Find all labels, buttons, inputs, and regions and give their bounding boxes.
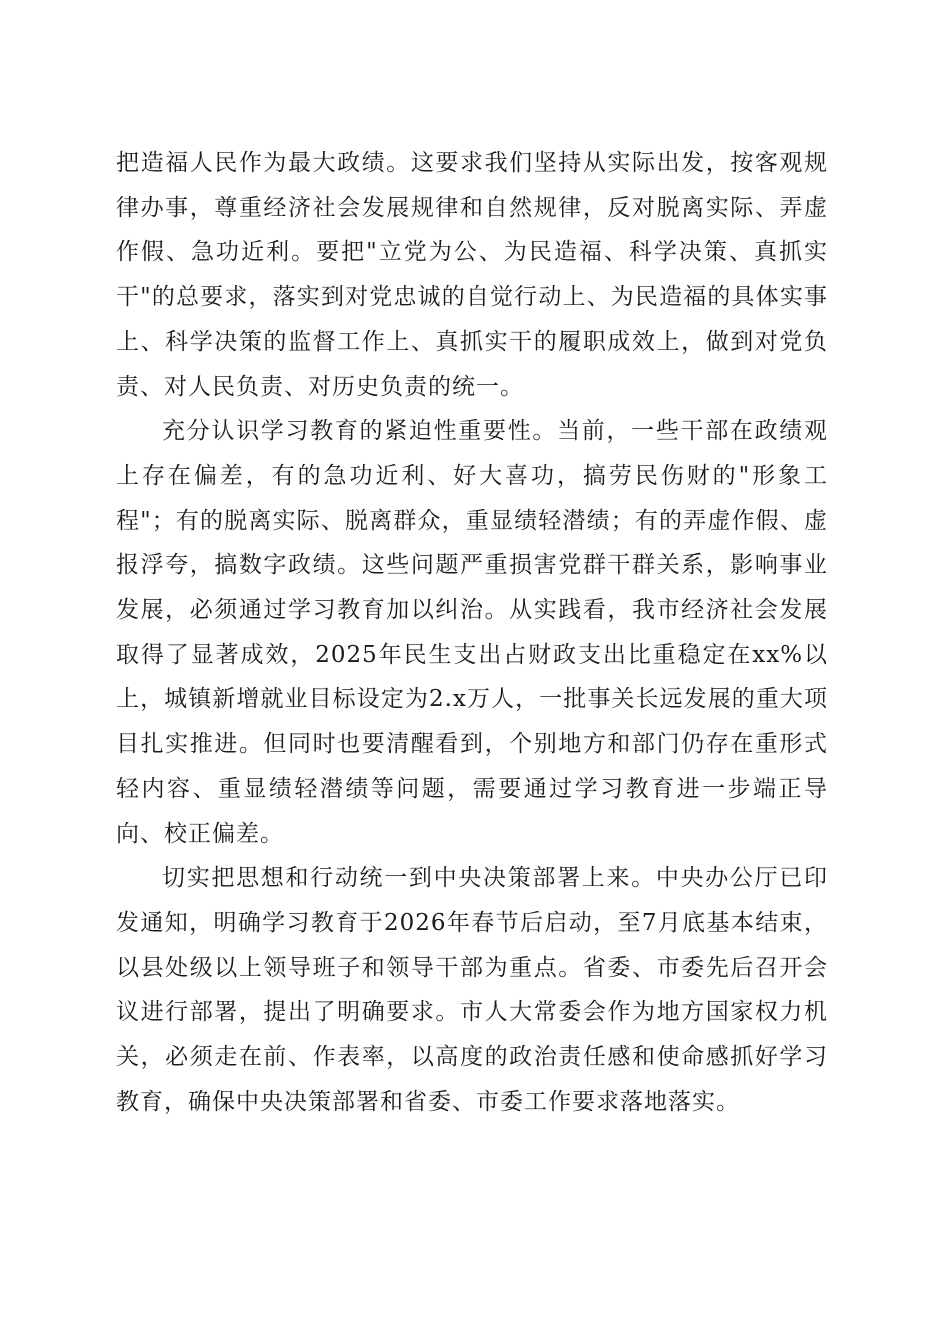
paragraph-deployment: 切实把思想和行动统一到中央决策部署上来。中央办公厅已印发通知，明确学习教育于2026年春节后启动，至7月底基本结束，以县处级以上领导班子和领导干部为重点。省委、市委先后召开会议进行部署，提出了明确要求。市人大常委会作为地方国家权力机关，必须走在前、作表率，以高度的政治责任感和使命感抓好学习教育，确保中央决策部署和省委、市委工作要求落地落实。 [116, 865, 828, 1115]
paragraph-continued: 把造福人民作为最大政绩。这要求我们坚持从实际出发，按客观规律办事，尊重经济社会发展规律和自然规律，反对脱离实际、弄虚作假、急功近利。要把"立党为公、为民造福、科学决策、真抓实干"的总要求，落实到对党忠诚的自觉行动上、为民造福的具体实事上、科学决策的监督工作上、真抓实干的履职成效上，做到对党负责、对人民负责、对历史负责的统一。 [116, 150, 828, 400]
paragraph-urgency: 充分认识学习教育的紧迫性重要性。当前，一些干部在政绩观上存在偏差，有的急功近利、好大喜功，搞劳民伤财的"形象工程"；有的脱离实际、脱离群众，重显绩轻潜绩；有的弄虚作假、虚报浮夸，搞数字政绩。这些问题严重损害党群干群关系，影响事业发展，必须通过学习教育加以纠治。从实践看，我市经济社会发展取得了显著成效，2025年民生支出占财政支出比重稳定在xx%以上，城镇新增就业目标设定为2.x万人，一批事关长远发展的重大项目扎实推进。但同时也要清醒看到，个别地方和部门仍存在重形式轻内容、重显绩轻潜绩等问题，需要通过学习教育进一步端正导向、校正偏差。 [116, 418, 828, 847]
document-page [116, 141, 828, 1124]
